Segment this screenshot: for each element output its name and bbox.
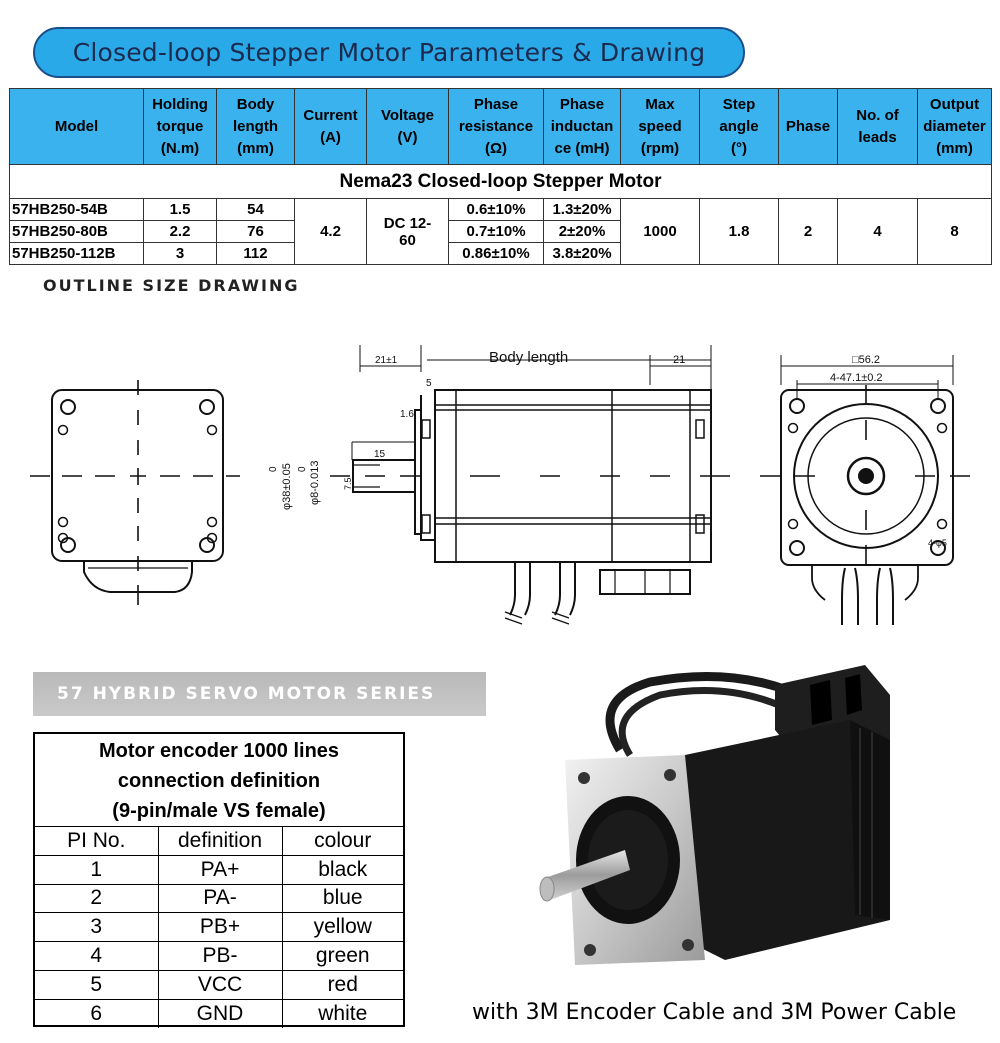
- header-line: (N.m): [160, 139, 200, 157]
- encoder-title-line1: Motor encoder 1000 lines: [98, 740, 340, 762]
- colour-cell: white: [282, 999, 403, 1028]
- header-line: speed: [638, 117, 682, 135]
- spec-table: [9, 88, 992, 265]
- header-line: Voltage: [380, 106, 435, 124]
- voltage-line2: 60: [399, 231, 416, 249]
- output-diameter-cell: 8: [918, 199, 992, 265]
- table-row: [35, 970, 403, 999]
- mount-hole-icon: [200, 538, 214, 552]
- definition-cell: GND: [158, 999, 282, 1028]
- column-header: colour: [282, 827, 403, 856]
- column-header: [295, 89, 367, 165]
- definition-cell: PB-: [158, 942, 282, 971]
- definition-cell: VCC: [158, 970, 282, 999]
- header-line: No. of: [856, 106, 899, 124]
- pin-number-cell: 5: [35, 970, 158, 999]
- spec-header-row: [10, 89, 992, 165]
- dim-shaft-diameter: φ8-0.013: [309, 460, 321, 505]
- outline-drawing: [0, 300, 1000, 640]
- mount-hole-icon: [61, 400, 75, 414]
- header-line: torque: [156, 117, 204, 135]
- header-line: (mm): [237, 139, 274, 157]
- header-line: resistance: [458, 117, 534, 135]
- inductance-cell: 3.8±20%: [544, 243, 621, 265]
- pin-number-cell: 4: [35, 942, 158, 971]
- colour-cell: blue: [282, 884, 403, 913]
- dim-pilot-tolerance: 0: [268, 466, 279, 472]
- inductance-cell: 2±20%: [544, 221, 621, 243]
- spec-table-title: Nema23 Closed-loop Stepper Motor: [10, 165, 992, 199]
- header-line: diameter: [923, 117, 986, 135]
- length-cell: 76: [217, 221, 295, 243]
- leads-cell: 4: [838, 199, 918, 265]
- model-cell: 57HB250-112B: [10, 243, 144, 265]
- header-line: Holding: [152, 95, 208, 113]
- encoder-title-line2: connection definition: [117, 770, 321, 792]
- mount-hole-icon: [790, 399, 804, 413]
- header-line: (°): [731, 139, 747, 157]
- header-line: Phase: [473, 95, 519, 113]
- colour-cell: yellow: [282, 913, 403, 942]
- header-line: inductan: [550, 117, 614, 135]
- colour-cell: green: [282, 942, 403, 971]
- rear-view: [30, 380, 240, 605]
- front-view: [760, 354, 970, 625]
- column-header: [449, 89, 544, 165]
- definition-cell: PA+: [158, 855, 282, 884]
- encoder-title: [35, 734, 403, 826]
- header-line: leads: [858, 128, 897, 146]
- current-cell: 4.2: [295, 199, 367, 265]
- header-line: Phase: [559, 95, 605, 113]
- phase-cell: 2: [779, 199, 838, 265]
- table-row: [35, 884, 403, 913]
- side-cables: [510, 562, 575, 615]
- photo-caption: with 3M Encoder Cable and 3M Power Cable: [472, 1000, 957, 1025]
- length-cell: 54: [217, 199, 295, 221]
- encoder-table: [35, 826, 403, 1028]
- series-label-bar: [33, 672, 486, 716]
- pin-number-cell: 2: [35, 884, 158, 913]
- encoder-panel: [33, 732, 405, 1027]
- front-cables: [842, 568, 893, 625]
- dim-hole-spacing: 4-47.1±0.2: [830, 372, 883, 384]
- mount-hole-icon: [790, 541, 804, 555]
- dim-body-length: Body length: [489, 349, 569, 366]
- encoder-title-line3: (9-pin/male VS female): [112, 800, 326, 822]
- header-line: Max: [645, 95, 675, 113]
- dim-square: □56.2: [852, 354, 881, 366]
- table-row: [35, 913, 403, 942]
- voltage-cell: [367, 199, 449, 265]
- voltage-line1: DC 12-: [383, 214, 432, 232]
- dim-pilot-diameter: φ38±0.05: [281, 463, 293, 510]
- table-row: [10, 199, 992, 221]
- column-header: [217, 89, 295, 165]
- series-label: 57 HYBRID SERVO MOTOR SERIES: [57, 684, 436, 704]
- header-line: length: [233, 117, 278, 135]
- dim-flat: 7.5: [343, 477, 353, 490]
- header-line: (Ω): [484, 139, 508, 157]
- torque-cell: 3: [144, 243, 217, 265]
- dim-flange: 21±1: [375, 355, 398, 366]
- model-cell: 57HB250-80B: [10, 221, 144, 243]
- encoder-header-row: [35, 827, 403, 856]
- dim-one-six: 1.6: [400, 409, 414, 420]
- inductance-cell: 1.3±20%: [544, 199, 621, 221]
- definition-cell: PA-: [158, 884, 282, 913]
- table-row: [35, 942, 403, 971]
- column-header: [700, 89, 779, 165]
- column-header: [838, 89, 918, 165]
- column-header: definition: [158, 827, 282, 856]
- header-line: (A): [320, 128, 341, 146]
- header-line: (mm): [936, 139, 973, 157]
- pin-number-cell: 1: [35, 855, 158, 884]
- column-header: [544, 89, 621, 165]
- max-speed-cell: 1000: [621, 199, 700, 265]
- resistance-cell: 0.86±10%: [449, 243, 544, 265]
- column-header: [367, 89, 449, 165]
- mount-hole-icon: [61, 538, 75, 552]
- column-header: [144, 89, 217, 165]
- torque-cell: 2.2: [144, 221, 217, 243]
- definition-cell: PB+: [158, 913, 282, 942]
- colour-cell: red: [282, 970, 403, 999]
- column-header: [621, 89, 700, 165]
- model-cell: 57HB250-54B: [10, 199, 144, 221]
- header-line: angle: [719, 117, 759, 135]
- dim-rear: 21: [673, 354, 686, 366]
- header-line: Model: [54, 117, 99, 135]
- dim-hole-label: 4-φ5: [928, 538, 947, 548]
- banner-title: Closed-loop Stepper Motor Parameters & Drawing: [72, 38, 706, 67]
- header-line: (rpm): [640, 139, 680, 157]
- table-row: [35, 999, 403, 1028]
- colour-cell: black: [282, 855, 403, 884]
- mount-hole-icon: [931, 399, 945, 413]
- resistance-cell: 0.7±10%: [449, 221, 544, 243]
- resistance-cell: 0.6±10%: [449, 199, 544, 221]
- header-line: Body: [236, 95, 275, 113]
- dim-shaft-tolerance: 0: [297, 466, 308, 472]
- outline-section-label: OUTLINE SIZE DRAWING: [43, 276, 300, 295]
- header-line: ce (mH): [554, 139, 610, 157]
- side-view: [268, 345, 730, 624]
- length-cell: 112: [217, 243, 295, 265]
- table-row: [35, 855, 403, 884]
- pin-number-cell: 6: [35, 999, 158, 1028]
- column-header: [779, 89, 838, 165]
- step-angle-cell: 1.8: [700, 199, 779, 265]
- encoder-table-body: [35, 827, 403, 1029]
- header-line: Output: [929, 95, 980, 113]
- motor-photo: [510, 660, 980, 995]
- mount-hole-icon: [200, 400, 214, 414]
- dim-shaft-length: 15: [374, 449, 386, 460]
- header-line: Current: [303, 106, 358, 124]
- torque-cell: 1.5: [144, 199, 217, 221]
- dim-five: 5: [426, 378, 432, 389]
- column-header: PI No.: [35, 827, 158, 856]
- header-line: Phase: [785, 117, 831, 135]
- header-line: (V): [397, 128, 418, 146]
- pin-number-cell: 3: [35, 913, 158, 942]
- header-line: Step: [722, 95, 756, 113]
- page-banner: [33, 27, 745, 78]
- column-header: [918, 89, 992, 165]
- column-header: [10, 89, 144, 165]
